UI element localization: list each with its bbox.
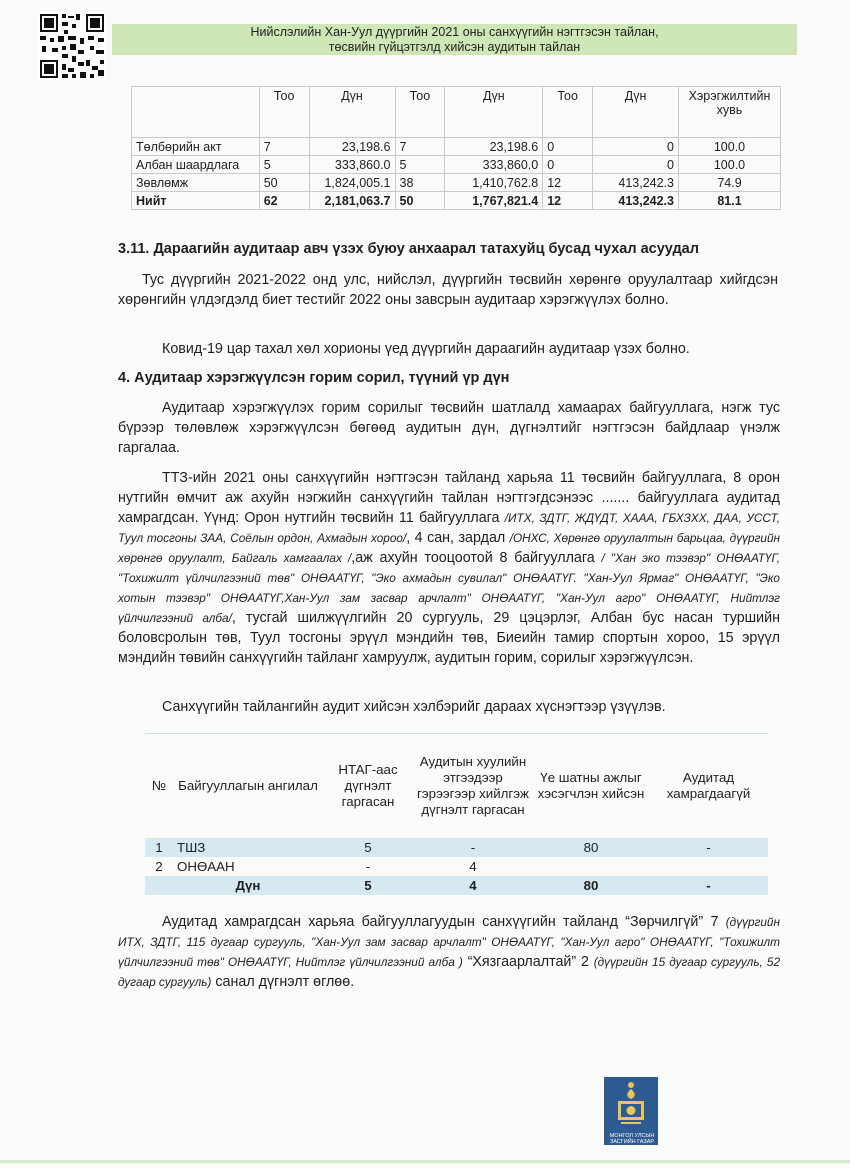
cell: 12: [543, 174, 593, 192]
text: “Хязгаарлалтай” 2: [462, 954, 594, 970]
cell: 2: [155, 859, 163, 874]
table-total-row: [132, 192, 781, 210]
italic-text: /ОНХС, Хөрөнгө оруулалтын барьцаа, дүүргийн хөрөнгө оруулалт, Байгаль хамгаалах /: [118, 531, 780, 565]
closing-paragraph: [118, 912, 780, 992]
report-header: [112, 24, 797, 55]
cell: 38: [395, 174, 445, 192]
cell: ОНӨААН: [177, 859, 235, 874]
soyombo-emblem-icon: [604, 1077, 658, 1129]
cell: -: [365, 859, 371, 874]
header-cell: №: [145, 734, 173, 839]
cell: 5: [323, 838, 413, 857]
logo-caption-line: МОНГОЛ УЛСЫН: [609, 1133, 655, 1139]
cell: 1,410,762.8: [445, 174, 543, 192]
section-3-11-paragraph-1: Тус дүүргийн 2021-2022 онд улс, нийслэл, дүүргийн төсвийн хөрөнгө оруулалтаар хийгдсэн хөрөнгийн үлдэгдэлд биет тестийг 2022 оны завсрын аудитаар хэрэгжүүлэх болно.: [118, 272, 778, 308]
cell: 1,767,821.4: [445, 192, 543, 210]
cell: 413,242.3: [593, 174, 679, 192]
italic-text: (дүүргийн ИТХ, ЗДТГ, 115 дугаар сургууль, "Хан-Уул зам засвар арчлалт" ОНӨААТҮГ, "Хан-Уул агро" ОНӨААТҮГ, "Тохижилт үйлчилгээний төв" ОНӨААТҮГ, Нийтлэг үйлчилгээний алба ): [118, 915, 780, 969]
header-cell: Дүн: [309, 87, 395, 138]
section-4-paragraph-2: [118, 468, 780, 668]
italic-text: / "Хан эко тээвэр" ОНӨААТҮГ, "Тохижилт үйлчилгээний төв" ОНӨААТҮГ, "Эко ахмадын сувилал" ОНӨААТҮГ. "Хан-Уул Ярмаг" ОНӨААТҮГ, "Эко хотын тээвэр" ОНӨААТҮГ,Хан-Уул зам засвар арчлалт" ОНӨААТҮГ, "Хан-Уул агро" ОНӨААТҮГ, Нийтлэг үйлчилгээний алба/: [118, 551, 780, 625]
header-cell: НТАГ-аас дүгнэлт гаргасан: [323, 734, 413, 839]
cell: 50: [395, 192, 445, 210]
section-4-heading: 4. Аудитаар хэрэгжүүлсэн горим сорил, түүний үр дүн: [118, 370, 510, 386]
header-cell: Тоо: [395, 87, 445, 138]
table-header-row: [132, 87, 781, 138]
cell: 74.9: [678, 174, 780, 192]
table-row: [132, 174, 781, 192]
cell: -: [649, 876, 768, 895]
header-cell: Дүн: [445, 87, 543, 138]
cell: -: [649, 838, 768, 857]
row-label: Албан шаардлага: [132, 156, 260, 174]
header-cell: Хэрэгжилтийн хувь: [678, 87, 780, 138]
text: , 4 сан, зардал: [406, 530, 510, 546]
header-cell: Үе шатны ажлыг хэсэгчлэн хийсэн: [533, 734, 649, 839]
qr-code-icon: [38, 12, 106, 80]
cell: [649, 857, 768, 876]
cell: 413,242.3: [593, 192, 679, 210]
header-cell: Байгууллагын ангилал: [173, 734, 323, 839]
table-header-row: [145, 734, 768, 839]
row-label: Зөвлөмж: [132, 174, 260, 192]
cell: 50: [259, 174, 309, 192]
cell: 5: [323, 876, 413, 895]
cell: 333,860.0: [309, 156, 395, 174]
cell: 0: [593, 156, 679, 174]
cell: 23,198.6: [309, 138, 395, 156]
text: ТТЗ-ийн 2021 оны санхүүгийн нэгтгэсэн тайланд харьяа 11 төсвийн байгууллага, 8 орон нутгийн өмчит аж ахуйн нэгжийн санхүүгийн тайлан нэгтгэгдсэнээс ....... байгууллага аудитад хамрагдсан. Үүнд: Орон нутгийн төсвийн 11 байгууллага: [118, 470, 780, 526]
cell: 7: [395, 138, 445, 156]
cell: 23,198.6: [445, 138, 543, 156]
row-label: Төлбөрийн акт: [132, 138, 260, 156]
italic-text: (дүүргийн 15 дугаар сургууль, 52 дугаар сургууль): [118, 955, 781, 989]
section-3-11-heading: 3.11. Дараагийн аудитаар авч үзэх буюу анхаарал татахуйц бусад чухал асуудал: [118, 241, 699, 257]
cell: 12: [543, 192, 593, 210]
text: Аудитад хамрагдсан харьяа байгууллагуудын санхүүгийн тайланд “Зөрчилгүй” 7: [162, 914, 726, 930]
cell: Дүн: [173, 876, 323, 895]
section-3-11-paragraph-2: Ковид-19 цар тахал хөл хорионы үед дүүргийн дараагийн аудитаар үзэх болно.: [162, 341, 690, 357]
footer-line: [0, 1160, 850, 1163]
cell: 4: [413, 876, 533, 895]
cell: 0: [543, 138, 593, 156]
cell: 5: [395, 156, 445, 174]
cell: 100.0: [678, 138, 780, 156]
cell: ТШЗ: [173, 838, 323, 857]
table-row: [132, 138, 781, 156]
logo-caption-line: ЗАСГИЙН ГАЗАР: [609, 1139, 655, 1145]
table-row: [132, 156, 781, 174]
report-header-line2: төсвийн гүйцэтгэлд хийсэн аудитын тайлан: [328, 40, 581, 54]
cell: 0: [593, 138, 679, 156]
cell: 1,824,005.1: [309, 174, 395, 192]
header-cell: Аудитад хамрагдаагүй: [649, 734, 768, 839]
audit-findings-table: [131, 86, 781, 210]
cell: 2,181,063.7: [309, 192, 395, 210]
cell: 7: [259, 138, 309, 156]
cell: 4: [469, 859, 477, 874]
government-logo-caption: [607, 1133, 657, 1145]
cell: 80: [533, 876, 649, 895]
header-cell: Дүн: [593, 87, 679, 138]
cell: 80: [533, 838, 649, 857]
table-row: [145, 857, 768, 876]
cell: 333,860.0: [445, 156, 543, 174]
cell: 100.0: [678, 156, 780, 174]
header-cell: Аудитын хуулийн этгээдээр гэрээгээр хийлгэж дүгнэлт гаргасан: [413, 734, 533, 839]
cell: [145, 876, 173, 895]
cell: 5: [259, 156, 309, 174]
text: ,аж ахуйн тооцоотой 8 байгууллага: [351, 550, 602, 566]
text: , тусгай шилжүүлгийн 20 сургууль, 29 цэцэрлэг, Албан бус насан туршийн боловсролын төв, Туул тосгоны эрүүл мэндийн төв, Биеийн тамир спортын хороо, 15 эрүүл мэндийн төвийн санхүүгийн тайланг хамруулж, аудитын горим, сорилыг хэрэгжүүлсэн.: [118, 610, 781, 666]
text: санал дүгнэлт өглөө.: [211, 974, 355, 990]
row-label: Нийт: [132, 192, 260, 210]
table-total-row: [145, 876, 768, 895]
cell: 0: [543, 156, 593, 174]
cell: [533, 857, 649, 876]
audit-coverage-table: [145, 733, 768, 895]
report-header-line1: Нийслэлийн Хан-Уул дүүргийн 2021 оны санхүүгийн нэгтгэсэн тайлан,: [250, 25, 659, 39]
cell: -: [413, 838, 533, 857]
section-4-paragraph-3: Санхүүгийн тайлангийн аудит хийсэн хэлбэрийг дараах хүснэгтээр үзүүлэв.: [162, 699, 666, 715]
header-cell: [132, 87, 260, 138]
header-cell: Тоо: [259, 87, 309, 138]
header-cell: Тоо: [543, 87, 593, 138]
italic-text: /ИТХ, ЗДТГ, ЖДҮДТ, ХААА, ГБХЗХХ, ДАА, УССТ, Туул тосгоны ЗАА, Соёлын ордон, Ахмадын хороо/: [118, 511, 780, 545]
cell: 62: [259, 192, 309, 210]
cell: 1: [145, 838, 173, 857]
section-4-paragraph-1: Аудитаар хэрэгжүүлэх горим сорилыг төсвийн шатлалд хамаарах байгууллага, нэгж тус бүрээр төлөвлөж хэрэгжүүлсэн бөгөөд аудитын дүн, дүгнэлтийг нэгтгэсэн байдлаар үнэлж гаргалаа.: [118, 400, 780, 456]
table-row: [145, 838, 768, 857]
cell: 81.1: [678, 192, 780, 210]
